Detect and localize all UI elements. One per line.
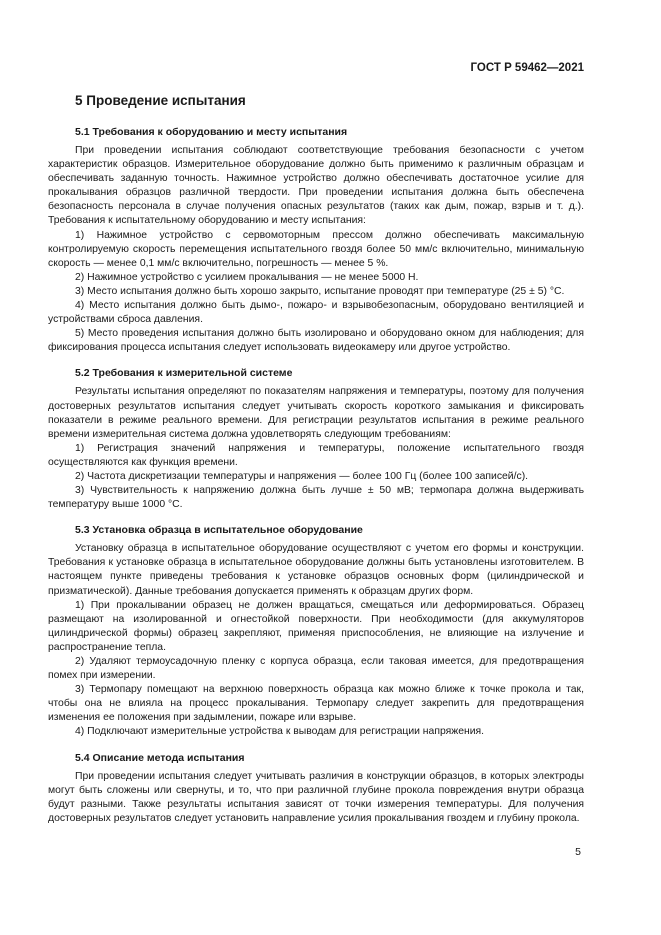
subsection-title: 5.2 Требования к измерительной системе <box>75 367 293 380</box>
page-number: 5 <box>575 846 581 858</box>
paragraph: Результаты испытания определяют по показателям напряжения и температуры, поэтому для получения достоверных результатов испытания следует учитывать скорость короткого замыкания и фиксировать показатели в режиме реального времени. Для регистрации результатов испытания в режиме реального времени измерительная система должна удовлетворять следующим требованиям: <box>48 386 584 440</box>
paragraph: 2) Частота дискретизации температуры и напряжения — более 100 Гц (более 100 записей/с). <box>75 470 529 482</box>
paragraph: 3) Место испытания должно быть хорошо закрыто, испытание проводят при температуре (25 ± 5) °С. <box>75 285 565 297</box>
paragraph: 2) Нажимное устройство с усилием прокалывания — не менее 5000 Н. <box>75 271 419 283</box>
paragraph: Установку образца в испытательное оборудование осуществляют с учетом его формы и конструкции. Требования к установке образца в испытательное оборудование должны быть установлены изготовителем. В настоящем пункте приведены требования к установке образцов основных форм (цилиндрической и призматической). Данные требования допускается применять к образцам других форм. <box>48 543 584 597</box>
standard-number: ГОСТ Р 59462—2021 <box>470 62 584 74</box>
subsection-title: 5.3 Установка образца в испытательное оборудование <box>75 524 363 537</box>
paragraph: 3) Термопару помещают на верхнюю поверхность образца как можно ближе к точке прокола и так, чтобы она не влияла на процесс прокалывания. Термопару следует закрепить для предотвращения изменения ее положения при задымлении, пожаре или взрыве. <box>48 684 584 724</box>
subsection-title: 5.1 Требования к оборудованию и месту испытания <box>75 126 348 138</box>
paragraph: При проведении испытания следует учитывать различия в конструкции образцов, в которых электроды могут быть сложены или свернуты, и то, что при различной глубине прокола повреждения внутри образца будут разными. Также результаты испытания зависят от точки измерения температуры. Для получения достоверных результатов следует установить направление усилия прокалывания гвоздем и глубину прокола. <box>48 770 584 824</box>
paragraph: 1) При прокалывании образец не должен вращаться, смещаться или деформироваться. Образец размещают на изолированной и огнестойкой поверхности. При необходимости (для аккумуляторов цилиндрической формы) образец закрепляют, применяя приспособления, не влияющие на излучение и распространение тепла. <box>48 599 584 653</box>
section-title: 5 Проведение испытания <box>75 93 246 108</box>
subsection-title: 5.4 Описание метода испытания <box>75 751 245 764</box>
subsections <box>48 125 584 826</box>
paragraph: 5) Место проведения испытания должно быть изолировано и оборудовано окном для наблюдения; для фиксирования процесса испытания следует использовать видеокамеру или другое устройство. <box>48 328 584 354</box>
paragraph: 1) Нажимное устройство с сервомоторным прессом должно обеспечивать максимальную контролируемую скорость перемещения испытательного гвоздя более 50 мм/с включительно, минимальную скорость — менее 0,1 мм/с включительно, погрешность — менее 5 %. <box>48 229 584 269</box>
paragraph: 4) Место испытания должно быть дымо-, пожаро- и взрывобезопасным, оборудовано вентиляцией и устройствами сброса давления. <box>48 300 584 326</box>
paragraph: 2) Удаляют термоусадочную пленку с корпуса образца, если таковая имеется, для предотвращения помех при измерении. <box>48 656 584 682</box>
page-content <box>48 92 584 826</box>
paragraph: При проведении испытания соблюдают соответствующие требования безопасности с учетом характеристик образцов. Измерительное оборудование должно быть применимо к различным образцам и обеспечивать заданную точность. Нажимное устройство должно обеспечивать достаточное усилие для прокалывания образцов различной твердости. При проведении испытания должна быть обеспечена безопасность персонала в случае получения опасных результатов (таких как дым, пожар, взрыв и т. д.). Требования к испытательному оборудованию и месту испытания: <box>48 145 584 227</box>
paragraph: 3) Чувствительность к напряжению должна быть лучше ± 50 мВ; термопара должна выдерживать температуру выше 1000 °С. <box>48 485 584 511</box>
paragraph: 1) Регистрация значений напряжения и температуры, положение испытательного гвоздя осуществляются как функция времени. <box>48 442 584 468</box>
paragraph: 4) Подключают измерительные устройства к выводам для регистрации напряжения. <box>75 726 485 738</box>
